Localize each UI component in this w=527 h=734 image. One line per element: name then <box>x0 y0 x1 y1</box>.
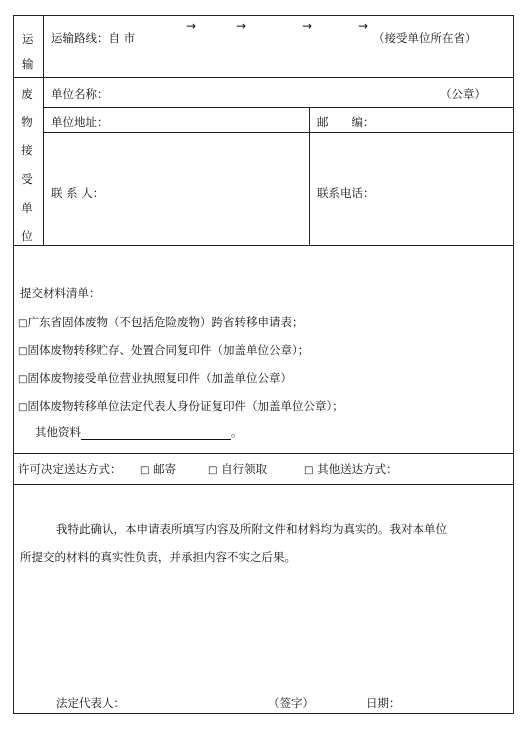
receiver-side-char-6: 位 <box>21 229 33 243</box>
row-divider-receiver <box>13 245 514 246</box>
checkbox-icon[interactable]: □ <box>18 402 28 413</box>
material-item-3[interactable] <box>18 370 292 386</box>
route-arrow-2: → <box>236 19 247 33</box>
row-divider-delivery <box>13 484 514 485</box>
receiver-column-divider <box>309 107 310 245</box>
checkbox-icon[interactable]: □ <box>18 374 28 385</box>
postcode-label: 邮 编： <box>317 115 375 129</box>
other-materials-label: 其他资料 <box>35 425 81 439</box>
material-item-label: 固体废物转移单位法定代表人身份证复印件（加盖单位公章）； <box>27 399 344 413</box>
delivery-option-mail[interactable] <box>140 461 176 477</box>
seal-label: （公章） <box>440 87 486 101</box>
receiver-side-char-4: 受 <box>21 172 33 186</box>
delivery-option-other[interactable] <box>304 461 398 477</box>
checkbox-icon[interactable]: □ <box>140 465 150 476</box>
table-border-top <box>13 15 514 16</box>
declaration-line-2: 所提交的材料的真实性负责，并承担内容不实之后果。 <box>20 550 296 564</box>
route-arrow-1: → <box>186 19 197 33</box>
receiver-side-char-3: 接 <box>21 143 33 157</box>
table-border-right <box>513 15 514 714</box>
other-materials-field[interactable] <box>81 427 231 440</box>
delivery-option-pickup-label: 自行领取 <box>221 462 268 476</box>
checkbox-icon[interactable]: □ <box>304 465 314 476</box>
material-item-2[interactable] <box>18 342 309 358</box>
material-item-label: 广东省固体废物（不包括危险废物）跨省转移申请表； <box>27 315 304 329</box>
other-materials-end: 。 <box>231 425 243 439</box>
row-divider-materials <box>13 453 514 454</box>
delivery-option-other-label: 其他送达方式： <box>317 462 398 476</box>
material-item-label: 固体废物接受单位营业执照复印件（加盖单位公章） <box>27 371 292 385</box>
date-label: 日期： <box>366 696 401 710</box>
receiver-side-char-5: 单 <box>21 201 33 215</box>
delivery-option-mail-label: 邮寄 <box>153 462 177 476</box>
route-destination: （接受单位所在省） <box>373 31 477 45</box>
checkbox-icon[interactable]: □ <box>208 465 218 476</box>
phone-label: 联系电话： <box>317 186 375 200</box>
table-border-left <box>13 15 14 714</box>
checkbox-icon[interactable]: □ <box>18 318 28 329</box>
transport-side-label-1: 运 <box>22 32 34 46</box>
address-label: 单位地址： <box>51 115 109 129</box>
route-arrow-4: → <box>358 19 369 33</box>
material-item-label: 固体废物转移贮存、处置合同复印件（加盖单位公章）； <box>27 343 310 357</box>
side-column-divider <box>43 15 44 245</box>
route-arrow-3: → <box>302 19 313 33</box>
delivery-label: 许可决定送达方式： <box>18 462 122 476</box>
material-item-4[interactable] <box>18 398 344 414</box>
legal-rep-label: 法定代表人： <box>56 696 125 710</box>
row-divider-address <box>43 132 514 133</box>
table-border-bottom <box>13 713 514 714</box>
sign-label: （签字） <box>268 696 314 710</box>
checkbox-icon[interactable]: □ <box>18 346 28 357</box>
delivery-option-pickup[interactable] <box>208 461 267 477</box>
contact-label: 联 系 人： <box>51 186 105 200</box>
materials-title: 提交材料清单： <box>20 286 101 300</box>
other-materials <box>35 424 243 440</box>
route-label: 运输路线：自 市 <box>51 31 136 45</box>
receiver-side-char-1: 废 <box>21 87 33 101</box>
row-divider-unit-name <box>43 107 514 108</box>
material-item-1[interactable] <box>18 314 303 330</box>
transport-side-label-2: 输 <box>22 57 34 71</box>
receiver-side-char-2: 物 <box>21 115 33 129</box>
declaration-line-1: 我特此确认，本申请表所填写内容及所附文件和材料均为真实的。我对本单位 <box>56 522 447 536</box>
unit-name-label: 单位名称： <box>51 87 109 101</box>
row-divider-transport <box>13 77 514 78</box>
